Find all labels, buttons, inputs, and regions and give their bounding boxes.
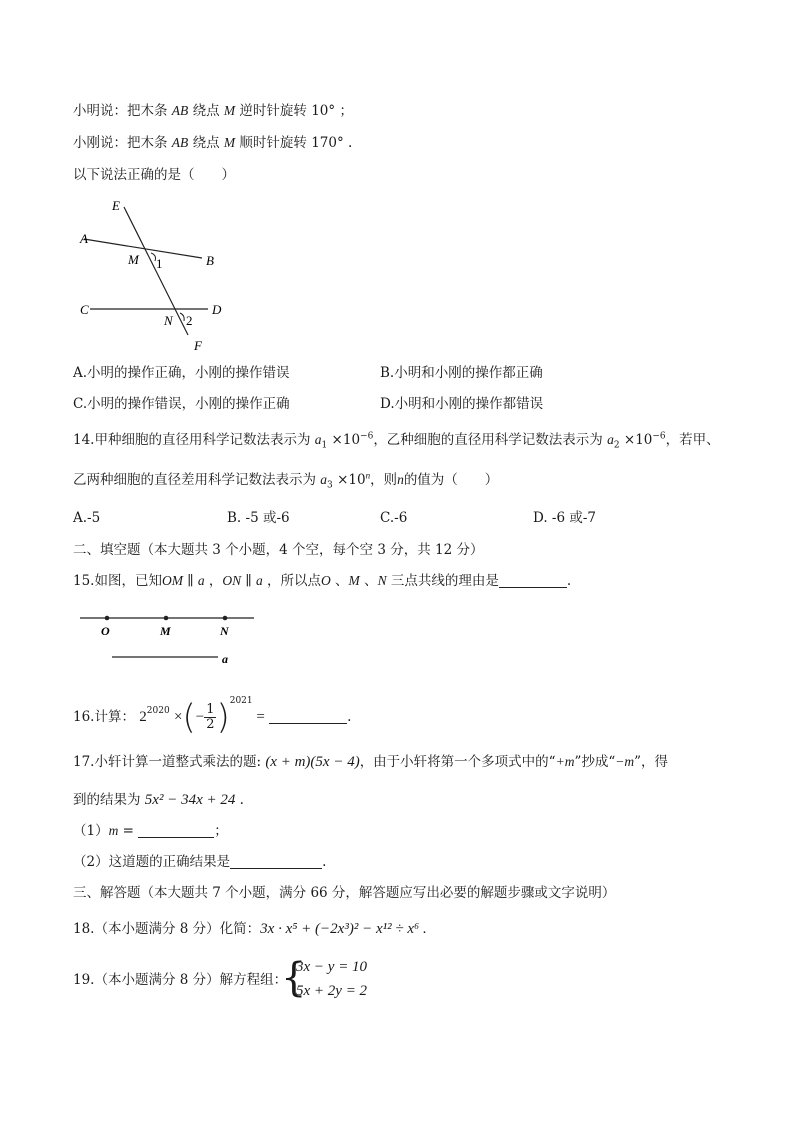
q14-option-d[interactable]: D. -6 或-7: [533, 510, 597, 526]
exponent: −6: [360, 431, 374, 442]
q14-option-a[interactable]: A.-5: [73, 510, 101, 526]
label-o: O: [101, 624, 110, 638]
parallel-symbol: ∥: [241, 573, 256, 589]
equals-sign: =: [252, 709, 265, 725]
point-m: M: [223, 103, 236, 118]
result-expression: 5x² − 34x + 24: [144, 792, 236, 808]
term: +m: [555, 754, 575, 769]
text: 17.小轩计算一道整式乘法的题:: [73, 754, 266, 770]
base: 2: [139, 709, 147, 725]
var-a: a: [314, 432, 322, 447]
left-paren: (: [182, 697, 196, 738]
point-m-dot: [164, 616, 169, 621]
label-b: B: [206, 253, 214, 268]
text: ×10: [332, 472, 366, 488]
text: =: [118, 823, 134, 839]
label-m: M: [128, 252, 139, 267]
q17-sub2: [73, 852, 326, 872]
point-n-dot: [223, 616, 228, 621]
q14-option-b[interactable]: B. -5 或-6: [227, 510, 290, 526]
label-a: A: [80, 231, 88, 246]
text: 15.如图，已知: [73, 573, 162, 589]
text: ，由于小轩将第一个多项式中的“: [359, 754, 556, 770]
exponent: n: [365, 470, 371, 481]
text: ，所以点: [262, 573, 321, 589]
text: 乙两种细胞的直径差用科学记数法表示为: [73, 472, 321, 488]
q15-figure: [78, 606, 263, 668]
text: 小刚说：把木条: [73, 135, 172, 151]
fraction: [204, 703, 216, 732]
var-m: m: [108, 823, 119, 838]
line-a: a: [197, 573, 205, 588]
segment-om: OM: [161, 573, 183, 588]
point-n: N: [377, 573, 387, 588]
q13-option-b[interactable]: B.小明和小刚的操作都正确: [380, 365, 543, 381]
point-m: M: [223, 135, 236, 150]
text: ×10: [619, 432, 653, 448]
text: 14.甲种细胞的直径用科学记数法表示为: [73, 432, 315, 448]
label-1: 1: [156, 256, 163, 271]
q13-question: 以下说法正确的是（ ）: [73, 167, 235, 183]
minus-sign: −: [195, 709, 205, 725]
label-n: N: [220, 624, 229, 638]
subscript: 1: [321, 440, 328, 451]
angle-1-arc: [151, 253, 156, 261]
q19-text: 19.（本小题满分 8 分）解方程组：: [73, 972, 288, 988]
text: ”抄成“: [574, 754, 616, 770]
subscript: 2: [613, 440, 620, 451]
text: 小明说：把木条: [73, 103, 172, 119]
section-3-heading: 三、解答题（本大题共 7 个小题，满分 66 分，解答题应写出必要的解题步骤或文字说明）: [73, 885, 616, 901]
q16-text: [73, 696, 352, 738]
text: 、: [330, 573, 349, 589]
q17-1-answer-blank[interactable]: [138, 821, 214, 838]
parallel-symbol: ∥: [182, 573, 198, 589]
q19-equation-1: 3x − y = 10: [296, 959, 368, 975]
label-a: a: [222, 652, 228, 666]
q13-option-d[interactable]: D.小明和小刚的操作都错误: [380, 396, 544, 412]
q17-line2: [73, 790, 244, 810]
xiaogang-statement: [73, 133, 352, 153]
q17-sub1: [73, 821, 228, 841]
text: 的值为（ ）: [403, 472, 499, 488]
label-c: C: [80, 302, 89, 317]
xiaoming-statement: [73, 101, 353, 121]
text: ；: [214, 823, 228, 839]
q15-answer-blank[interactable]: [499, 571, 567, 588]
exponent: −6: [652, 431, 666, 442]
text: ”，得: [634, 754, 669, 770]
numerator: 1: [206, 702, 215, 717]
text: 18.（本小题满分 8 分）化简：: [73, 921, 261, 937]
subscript: 3: [327, 480, 333, 491]
line-ab: [84, 239, 202, 258]
text: 顺时针旋转 170° .: [235, 135, 353, 151]
times-sign: ×: [173, 709, 183, 725]
expression: (x + m)(5x − 4): [265, 754, 360, 770]
text: .: [566, 573, 572, 589]
q17-line1: [73, 752, 668, 772]
denominator: 2: [206, 717, 215, 732]
text: 到的结果为: [73, 792, 145, 808]
var-n: n: [397, 472, 404, 487]
label-2: 2: [186, 313, 193, 328]
q13-option-c[interactable]: C.小明的操作错误，小刚的操作正确: [73, 396, 290, 412]
text: ，乙种细胞的直径用科学记数法表示为: [373, 432, 608, 448]
exponent: 2020: [146, 706, 170, 716]
label-n: N: [164, 313, 173, 328]
text: 绕点: [188, 135, 224, 151]
line-a: a: [255, 573, 263, 588]
label-e: E: [112, 198, 120, 213]
text: ，则: [370, 472, 398, 488]
label-d: D: [212, 302, 222, 317]
q13-figure: [76, 195, 246, 360]
q16-answer-blank[interactable]: [269, 707, 347, 724]
q18-text: [73, 919, 427, 939]
text: 16.计算：: [73, 709, 135, 725]
var-a: a: [320, 472, 328, 487]
text: 、: [359, 573, 378, 589]
q19-equation-2: 5x + 2y = 2: [296, 983, 368, 999]
text: ，: [204, 573, 223, 589]
text: ×10: [327, 432, 361, 448]
label-m: M: [160, 624, 171, 638]
point-o: O: [321, 573, 331, 588]
text: 逆时针旋转 10° ；: [235, 103, 353, 119]
term: −m: [615, 754, 635, 769]
q14-line2: [73, 470, 498, 490]
point-m: M: [348, 573, 360, 588]
segment-ab: AB: [171, 135, 189, 150]
q14-option-c[interactable]: C.-6: [380, 510, 408, 526]
q17-2-answer-blank[interactable]: [230, 852, 322, 869]
q13-option-a[interactable]: A.小明的操作正确，小刚的操作错误: [73, 365, 290, 381]
text: 三点共线的理由是: [386, 573, 499, 589]
text: .: [322, 854, 327, 870]
segment-ab: AB: [171, 103, 189, 118]
label-f: F: [194, 338, 202, 353]
line-ef: [124, 207, 188, 335]
text: .: [347, 709, 352, 725]
right-paren: ): [216, 697, 230, 738]
text: （1）: [73, 823, 109, 839]
q14-line1: [73, 430, 720, 450]
segment-on: ON: [222, 573, 242, 588]
text: 绕点: [188, 103, 224, 119]
system-brace: {: [281, 955, 307, 1001]
section-2-heading: 二、填空题（本大题共 3 个小题，4 个空，每个空 3 分，共 12 分）: [73, 542, 484, 558]
point-o-dot: [105, 616, 110, 621]
text: .: [235, 792, 244, 808]
expression: 3x · x⁵ + (−2x³)² − x¹² ÷ x⁶ .: [260, 921, 427, 937]
text: （2）这道题的正确结果是: [73, 854, 231, 870]
var-a: a: [607, 432, 614, 447]
exponent: 2021: [229, 696, 253, 706]
q15-text: [73, 571, 571, 591]
text: ，若甲、: [665, 432, 720, 448]
